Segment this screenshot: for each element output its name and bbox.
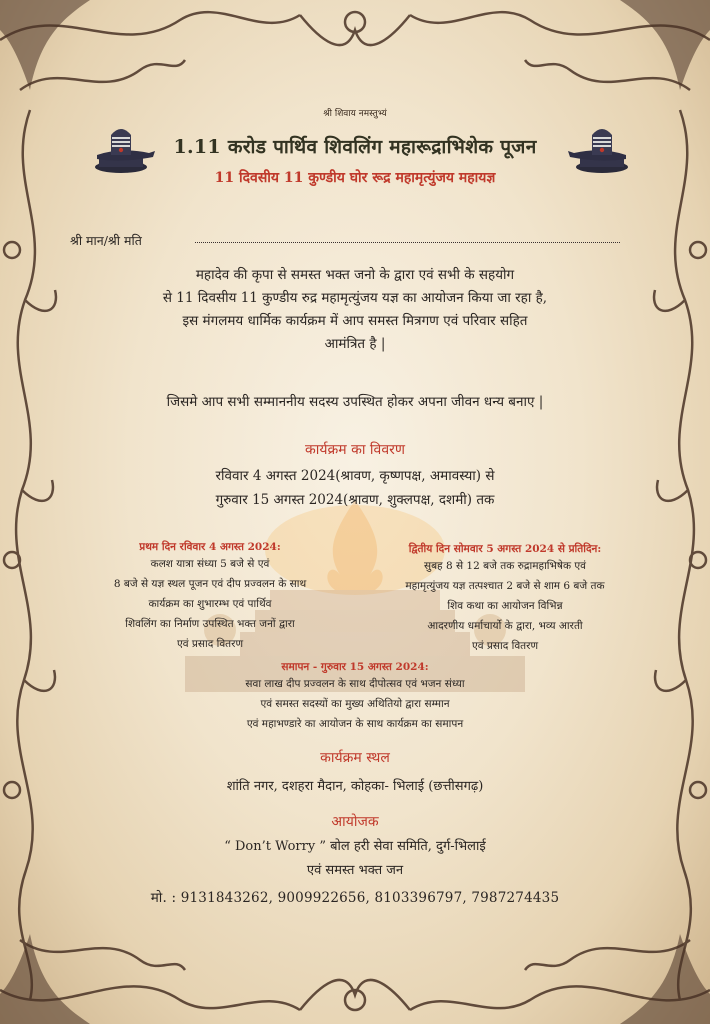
schedule-line: शिवलिंग का निर्माण उपस्थित भक्त जनों द्वारा	[125, 618, 295, 630]
schedule-line: सवा लाख दीप प्रज्वलन के साथ दीपोत्सव एवं भजन संध्या	[245, 678, 465, 690]
intro-line: इस मंगलमय धार्मिक कार्यक्रम में आप समस्त मित्रगण एवं परिवार सहित	[182, 313, 528, 329]
organizer-heading: आयोजक	[331, 814, 379, 830]
first-day-schedule	[85, 540, 335, 654]
date-line: गुरुवार 15 अगस्त 2024(श्रावण, शुक्लपक्ष, दशमी) तक	[215, 492, 495, 508]
schedule-line: कार्यक्रम का शुभारम्भ एवं पार्थिव	[148, 598, 272, 610]
organizer-name: “ Don’t Worry ” बोल हरी सेवा समिति, दुर्ग-भिलाई	[224, 839, 486, 854]
second-day-heading: द्वितीय दिन सोमवार 5 अगस्त 2024 से प्रतिदिन:	[408, 543, 602, 555]
schedule-line: एवं महाभण्डारे का आयोजन के साथ कार्यक्रम का समापन	[246, 718, 464, 730]
schedule-line: एवं प्रसाद वितरण	[176, 638, 244, 650]
conclusion-heading: समापन - गुरुवार 15 अगस्त 2024:	[281, 661, 429, 673]
date-line: रविवार 4 अगस्त 2024(श्रावण, कृष्णपक्ष, अमावस्या) से	[215, 468, 495, 484]
first-day-heading: प्रथम दिन रविवार 4 अगस्त 2024:	[139, 541, 281, 553]
program-dates	[0, 464, 710, 512]
venue-heading: कार्यक्रम स्थल	[320, 750, 390, 766]
schedule-line: सुबह 8 से 12 बजे तक रुद्रामहाभिषेक एवं	[423, 560, 587, 572]
conclusion-schedule	[0, 660, 710, 734]
request-line: जिसमे आप सभी सम्माननीय सदस्य उपस्थित होकर अपना जीवन धन्य बनाए |	[166, 394, 544, 410]
schedule-line: एवं प्रसाद वितरण	[471, 640, 539, 652]
event-title: 1.11 करोड पार्थिव शिवलिंग महारूद्राभिशेक पूजन	[173, 136, 537, 158]
schedule-line: 8 बजे से यज्ञ स्थल पूजन एवं दीप प्रज्वलन के साथ	[113, 578, 307, 590]
organizer-members: एवं समस्त भक्त जन	[306, 863, 404, 878]
intro-line: से 11 दिवसीय 11 कुण्डीय रुद्र महामृत्युंजय यज्ञ का आयोजन किया जा रहा है,	[162, 290, 548, 306]
invitee-name-line	[195, 242, 620, 243]
contact-phones: मो. : 9131843262, 9009922656, 8103396797, 7987274435	[150, 890, 560, 906]
schedule-line: महामृत्युंजय यज्ञ तत्पश्चात 2 बजे से शाम 6 बजे तक	[405, 580, 605, 592]
schedule-line: आदरणीय धर्माचार्यो के द्वारा, भव्य आरती	[427, 620, 583, 632]
venue-address: शांति नगर, दशहरा मैदान, कोहका- भिलाई (छत्तीसगढ़)	[226, 779, 484, 794]
second-day-schedule	[365, 542, 645, 656]
schedule-line: कलश यात्रा संध्या 5 बजे से एवं	[150, 558, 270, 570]
intro-line: महादेव की कृपा से समस्त भक्त जनो के द्वारा एवं सभी के सहयोग	[195, 267, 515, 283]
intro-line: आमंत्रित है |	[324, 336, 386, 352]
invitee-label: श्री मान/श्री मति	[70, 233, 142, 248]
schedule-line: एवं समस्त सदस्यों का मुख्य अथितियो द्वारा सम्मान	[260, 698, 450, 710]
intro-paragraph	[90, 264, 620, 356]
program-heading: कार्यक्रम का विवरण	[305, 442, 405, 458]
schedule-line: शिव कथा का आयोजन विभिन्न	[447, 600, 563, 612]
event-subtitle: 11 दिवसीय 11 कुण्डीय घोर रूद्र महामृत्युंजय महायज्ञ	[214, 170, 496, 186]
salutation: श्री शिवाय नमस्तुभ्यं	[323, 109, 387, 119]
